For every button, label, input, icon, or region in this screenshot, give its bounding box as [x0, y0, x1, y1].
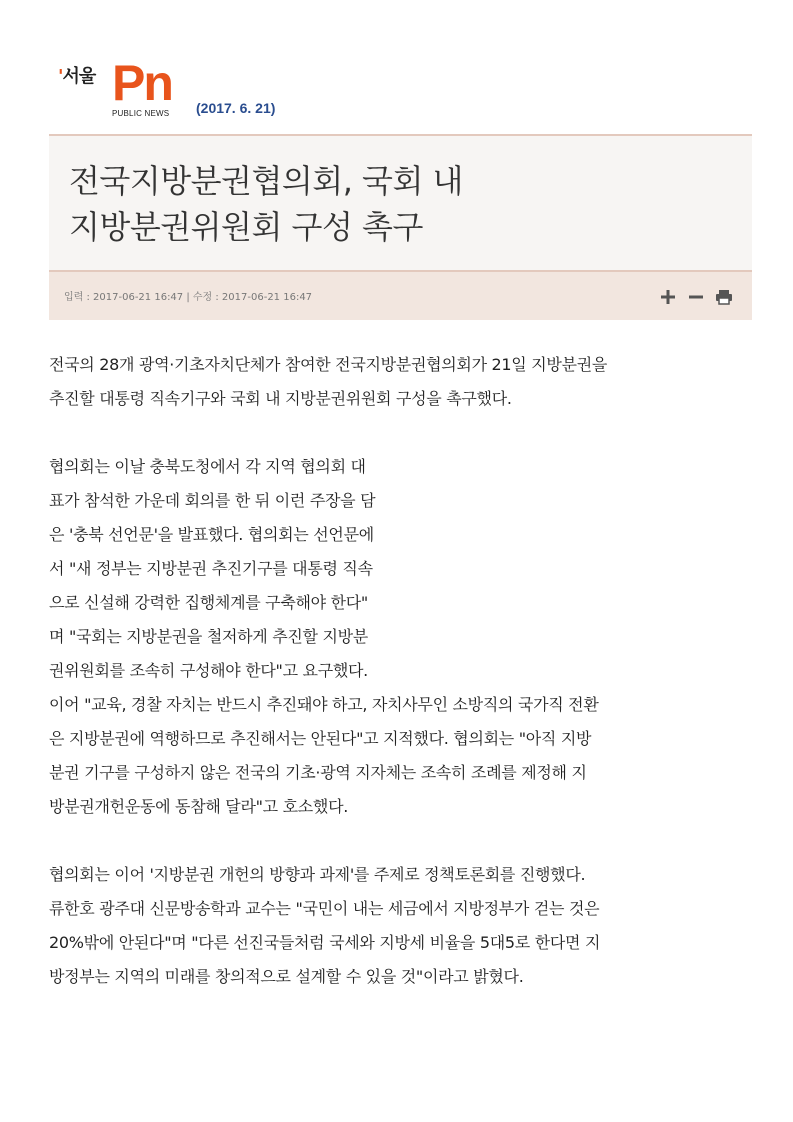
article-line: 은 '충북 선언문'을 발표했다. 협의회는 선언문에 — [49, 525, 374, 544]
article-line: 전국의 28개 광역·기초자치단체가 참여한 전국지방분권협의회가 21일 지방분권을 — [49, 355, 608, 374]
article-line: 류한호 광주대 신문방송학과 교수는 "국민이 내는 세금에서 지방정부가 걷는 것은 — [49, 899, 600, 918]
article-meta-bar — [49, 272, 752, 320]
article-line: 협의회는 이날 충북도청에서 각 지역 협의회 대 — [49, 457, 366, 476]
headline-box — [49, 134, 752, 272]
article-line: 표가 참석한 가운데 회의를 한 뒤 이런 주장을 담 — [49, 491, 376, 510]
article-line: 추진할 대통령 직속기구와 국회 내 지방분권위원회 구성을 촉구했다. — [49, 389, 512, 408]
article-line: 방분권개헌운동에 동참해 달라"고 호소했다. — [49, 797, 349, 816]
article-line: 은 지방분권에 역행하므로 추진해서는 안된다"고 지적했다. 협의회는 "아직 지방 — [49, 729, 592, 748]
timestamp-info: 입력 : 2017-06-21 16:47 | 수정 : 2017-06-21 16:47 — [64, 292, 313, 303]
page-title — [69, 158, 463, 250]
article-paragraph — [49, 348, 754, 416]
article-body — [49, 348, 754, 994]
article-line: 협의회는 이어 '지방분권 개헌의 방향과 과제'를 주제로 정책토론회를 진행했다. — [49, 865, 586, 884]
article-line: 방정부는 지역의 미래를 창의적으로 설계할 수 있을 것"이라고 밝혔다. — [49, 967, 524, 986]
article-line: 분권 기구를 구성하지 않은 전국의 기초·광역 지자체는 조속히 조례를 제정해 지 — [49, 763, 587, 782]
article-paragraph — [49, 450, 754, 824]
logo-mark-text: Pn — [112, 60, 172, 106]
publish-date: (2017. 6. 21) — [196, 100, 276, 116]
title-line-2: 지방분권위원회 구성 촉구 — [69, 208, 423, 246]
article-line: 권위원회를 조속히 구성해야 한다"고 요구했다. — [49, 661, 368, 680]
logo-city: 서울 — [62, 66, 96, 87]
logo-apostrophe: ' — [58, 66, 63, 87]
pn-logo-mark — [112, 60, 188, 106]
print-icon[interactable] — [714, 287, 734, 307]
logo-subtitle: PUBLIC NEWS — [112, 109, 170, 118]
article-line: 으로 신설해 강력한 집행체계를 구축해야 한다" — [49, 593, 368, 612]
article-line: 며 "국회는 지방분권을 철저하게 추진할 지방분 — [49, 627, 368, 646]
publisher-logo[interactable] — [58, 58, 198, 120]
minus-icon[interactable] — [686, 287, 706, 307]
title-line-1: 전국지방분권협의회, 국회 내 — [69, 162, 463, 200]
article-line: 서 "새 정부는 지방분권 추진기구를 대통령 직속 — [49, 559, 373, 578]
logo-city-text — [58, 62, 95, 88]
article-line: 20%밖에 안된다"며 "다른 선진국들처럼 국세와 지방세 비율을 5대5로 한다면 지 — [49, 933, 601, 952]
article-tools — [658, 287, 734, 307]
article-line: 이어 "교육, 경찰 자치는 반드시 추진돼야 하고, 자치사무인 소방직의 국가직 전환 — [49, 695, 599, 714]
article-paragraph — [49, 858, 754, 994]
plus-icon[interactable] — [658, 287, 678, 307]
